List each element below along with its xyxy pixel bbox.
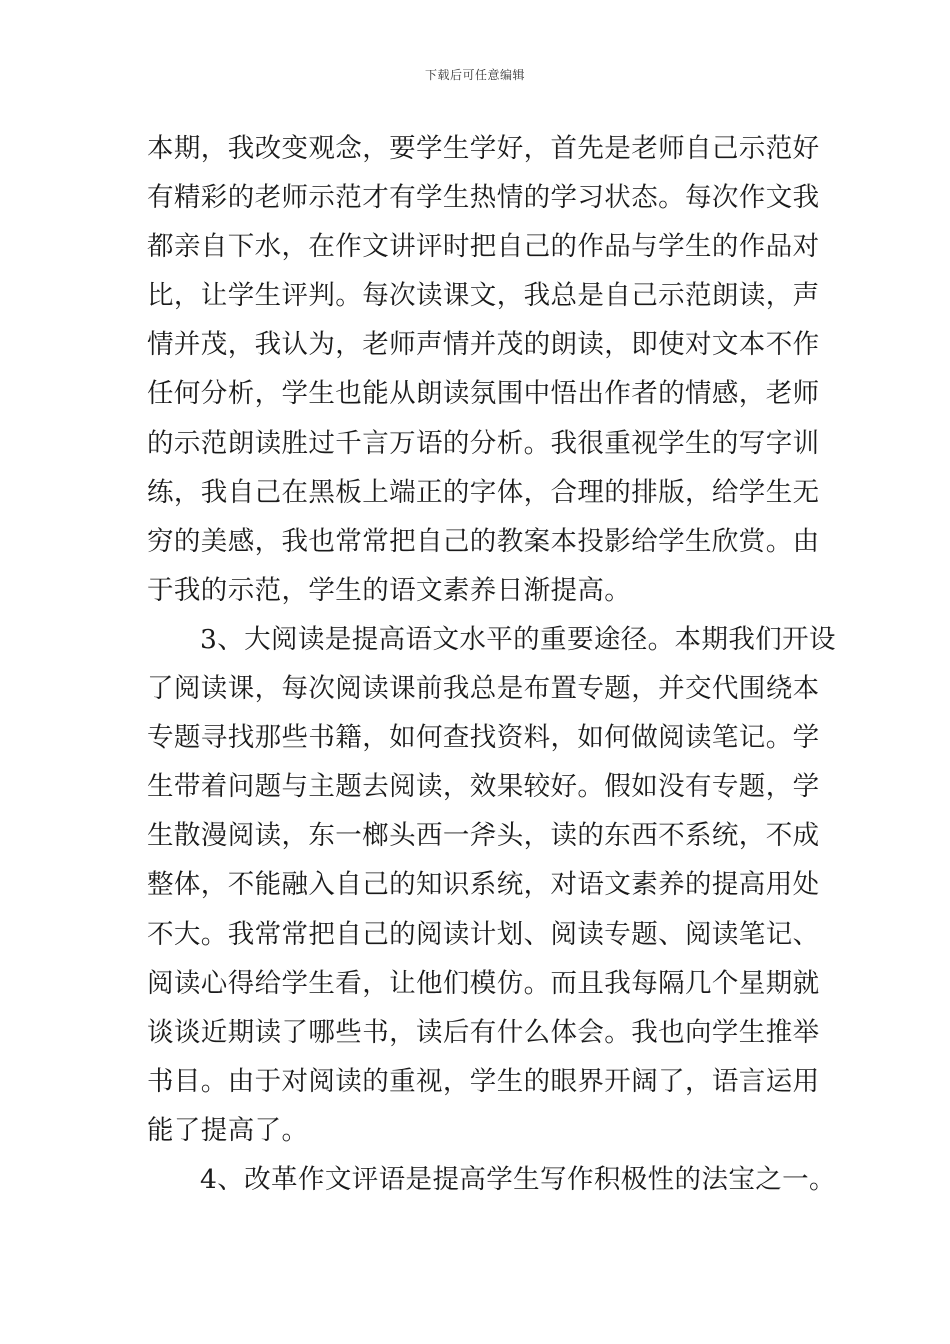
text-line-7: 的示范朗读胜过千言万语的分析。我很重视学生的写字训 — [147, 427, 820, 459]
text-line-15: 生散漫阅读，东一榔头西一斧头，读的东西不系统，不成 — [147, 820, 820, 852]
text-line-1: 本期，我改变观念，要学生学好，首先是老师自己示范好 — [147, 133, 820, 164]
paragraph-3-first-line: 3、大阅读是提高语文水平的重要途径。本期我们开设 — [200, 623, 836, 655]
text-line-5: 情并茂，我认为，老师声情并茂的朗读，即使对文本不作 — [147, 329, 820, 361]
text-line-4: 比，让学生评判。每次读课文，我总是自己示范朗读，声 — [147, 280, 820, 312]
text-line-9: 穷的美感，我也常常把自己的教案本投影给学生欣赏。由 — [147, 525, 820, 557]
text-line-2: 有精彩的老师示范才有学生热情的学习状态。每次作文我 — [147, 182, 820, 214]
paragraph-4-first-line: 4、改革作文评语是提高学生写作积极性的法宝之一。 — [200, 1163, 836, 1195]
text-line-10: 于我的示范，学生的语文素养日渐提高。 — [147, 574, 632, 606]
text-line-16: 整体，不能融入自己的知识系统，对语文素养的提高用处 — [147, 869, 820, 901]
text-line-17: 不大。我常常把自己的阅读计划、阅读专题、阅读笔记、 — [147, 918, 820, 950]
text-line-18: 阅读心得给学生看，让他们模仿。而且我每隔几个星期就 — [147, 967, 820, 999]
text-line-20: 书目。由于对阅读的重视，学生的眼界开阔了，语言运用 — [147, 1065, 820, 1097]
text-line-13: 专题寻找那些书籍，如何查找资料，如何做阅读笔记。学 — [147, 722, 820, 754]
text-line-6: 任何分析，学生也能从朗读氛围中悟出作者的情感，老师 — [147, 378, 820, 410]
page-header: 下载后可任意编辑 — [424, 68, 525, 82]
text-line-12: 了阅读课，每次阅读课前我总是布置专题，并交代围绕本 — [147, 673, 820, 705]
text-line-8: 练，我自己在黑板上端正的字体，合理的排版，给学生无 — [147, 476, 820, 508]
text-line-19: 谈谈近期读了哪些书，读后有什么体会。我也向学生推举 — [147, 1016, 820, 1048]
body-text — [147, 124, 836, 1204]
text-line-3: 都亲自下水，在作文讲评时把自己的作品与学生的作品对 — [147, 231, 820, 263]
text-line-14: 生带着问题与主题去阅读，效果较好。假如没有专题，学 — [147, 771, 820, 803]
text-line-21: 能了提高了。 — [147, 1114, 309, 1146]
